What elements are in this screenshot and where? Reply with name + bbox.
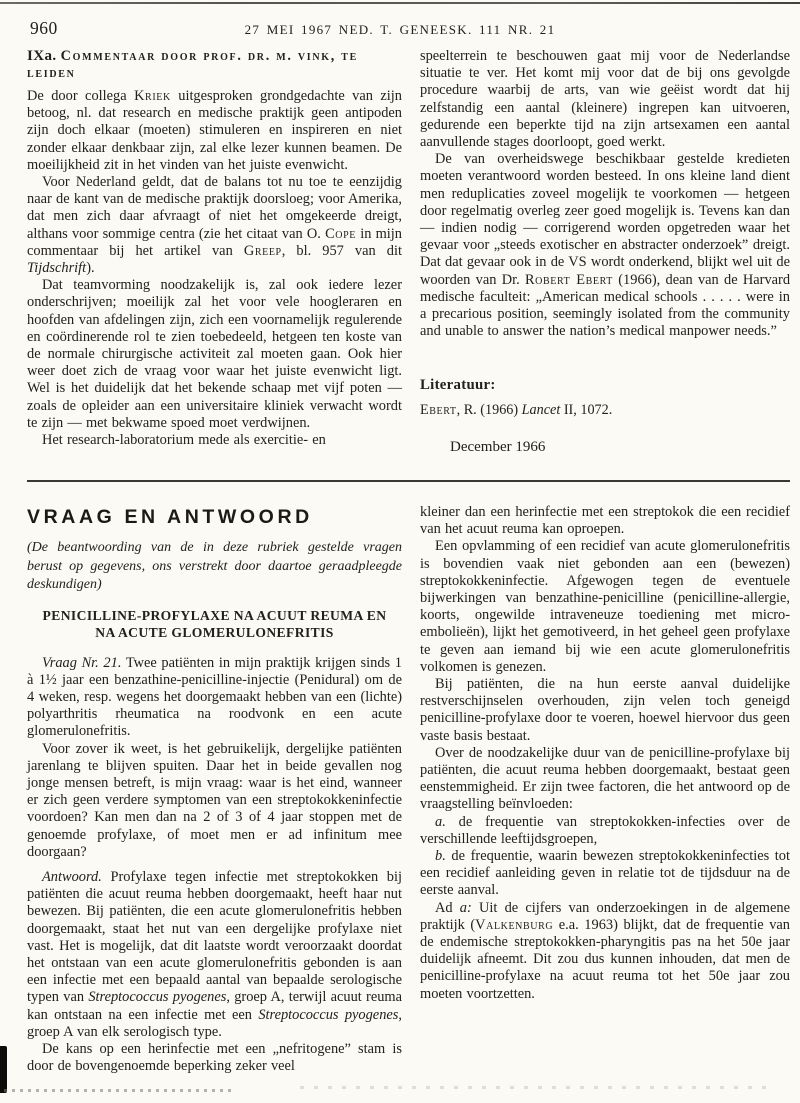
literature-entry: Ebert, R. (1966) Lancet II, 1072. bbox=[420, 402, 613, 418]
qa-answer-list-item-b: b. de frequentie, waarin bewezen streptokokkeninfecties tot een recidief aanleiding geven in relatie tot de tijdsduur na de eerste aanval. bbox=[420, 848, 790, 899]
qa-right-column bbox=[420, 504, 790, 1099]
date-line: December 1966 bbox=[450, 439, 546, 455]
qa-section-title: VRAAG EN ANTWOORD bbox=[27, 506, 313, 528]
commentary-paragraph: Voor Nederland geldt, dat de balans tot nu toe te eenzijdig naar de kant van de medische praktijk doorsloeg; voor Amerika, dat men zich daar afvraagt of niet het omgekeerde dreigt, althans voor sommige centra (zie het citaat van O. Cope in mijn commentaar bij het artikel van Greep, bl. 957 van dit Tijdschrift). bbox=[27, 174, 402, 277]
scan-artifact-smudge bbox=[4, 1089, 232, 1092]
qa-section bbox=[0, 504, 800, 1099]
qa-answer-paragraph: Over de noodzakelijke duur van de penicilline-profylaxe bij patiënten, die acuut reuma hebben doorgemaakt, bestaat geen eenstemmigheid. Er zijn twee factoren, die het antwoord op de vraagstelling beïnvloeden: bbox=[420, 744, 790, 813]
page-header bbox=[0, 16, 800, 46]
qa-answer-paragraph: Antwoord. Profylaxe tegen infectie met streptokokken bij patiënten die acuut reuma hebben doorgemaakt, heeft haar nut bewezen. Bij patiënten, die een acute glomerulonefritis hebben doorgemaakt, staat het nut van een dergelijke profylaxe niet vast. Het is mogelijk, dat dit laatste wordt veroorzaakt doordat het ontstaan van een acute glomerulonefritis gebonden is aan een infectie met een bepaald aantal van bepaalde serologische typen van Streptococcus pyogenes, groep A, terwijl acuut reuma kan ontstaan na een infectie met een Streptococcus pyogenes, groep A van elk serologisch type. bbox=[27, 868, 402, 1040]
qa-answer-paragraph: Ad a: Uit de cijfers van onderzoekingen in de algemene praktijk (Valkenburg e.a. 1963) blijkt, dat de frequentie van de endemische streptokokken-pharyngitis pas na het 50e jaar duidelijk afneemt. Dit zou dus kunnen inhouden, dat men de penicilline-profylaxe na acuut reuma tot het 50e jaar zou moeten voortzetten. bbox=[420, 899, 790, 1002]
running-head: 27 MEI 1967 NED. T. GENEESK. 111 NR. 21 bbox=[244, 22, 556, 37]
scan-artifact-corner-blob bbox=[0, 1046, 7, 1093]
qa-question-paragraph: Vraag Nr. 21. Twee patiënten in mijn praktijk krijgen sinds 1 à 1½ jaar een benzathine-penicilline-injectie (Penidural) om de 4 weken, resp. wegens het doorgemaakt hebben van een (lichte) polyarthritis rheumatica na roodvonk en een acute glomerulonefritis. bbox=[27, 654, 402, 740]
literature-heading: Literatuur: bbox=[420, 377, 496, 393]
scan-artifact-top-edge bbox=[0, 2, 800, 4]
commentary-right-column bbox=[420, 48, 790, 480]
section-divider bbox=[27, 480, 790, 482]
qa-answer-paragraph: Een opvlamming of een recidief van acute glomerulonefritis is bovendien vaak niet gebonden aan een (bewezen) streptokokkeninfectie. Afgewogen tegen de eventuele bijwerkingen van benzathine-penicilline (penicilline-allergie, koorts, ongewilde intraveneuze toediening met micro-embolieën), lijkt het gemotiveerd, in het geheel geen profylaxe te geven aan iemand bij wie een acute glomerulonefritis volkomen is genezen. bbox=[420, 538, 790, 675]
qa-question-paragraph: Voor zover ik weet, is het gebruikelijk, dergelijke patiënten jarenlang te blijven spuiten. Daar het in beide gevallen nog jonge mensen betreft, is mijn vraag: waar is het eind, wanneer er zich geen verdere symptomen van een streptokokkeninfectie voordoen? Kan men dan na 2 of 3 of 4 jaar stoppen met de genoemde profylaxe, of moet men er ad infinitum mee doorgaan? bbox=[27, 740, 402, 860]
commentary-paragraph: Het research-laboratorium mede als exercitie- en bbox=[42, 432, 326, 449]
commentary-paragraph: speelterrein te beschouwen gaat mij voor de Nederlandse situatie te ver. Het komt mij voor dat de bij ons gevolgde procedure waarbij de arts, van wie geëist wordt dat hij zelfstandig een aantal (kleinere) ingrepen kan uitvoeren, gedurende een beperkte tijd na zijn artsexamen een aantal aanvullende stages doorloopt, goed werkt. bbox=[420, 48, 790, 151]
commentary-heading: IXa. Commentaar door prof. dr. m. vink, te leiden bbox=[27, 48, 358, 81]
qa-answer-paragraph: kleiner dan een herinfectie met een streptokok die een recidief van het acuut reuma kan oproepen. bbox=[420, 504, 790, 538]
commentary-section bbox=[0, 48, 800, 480]
qa-answer-paragraph: Bij patiënten, die na hun eerste aanval duidelijke restverschijnselen overhouden, zijn velen toch geneigd penicilline-profylaxe door te voeren, hoewel hiervoor dus geen vaste basis bestaat. bbox=[420, 676, 790, 744]
qa-answer-paragraph: De kans op een herinfectie met een „nefritogene” stam is door de bovengenoemde beperking zeker veel bbox=[27, 1040, 402, 1075]
qa-left-column bbox=[27, 504, 402, 1099]
commentary-left-column bbox=[27, 48, 402, 480]
commentary-paragraph: De van overheidswege beschikbaar gestelde kredieten moeten verantwoord worden besteed. In ons kleine land dient men reduplicaties zoveel mogelijk te voorkomen — hetgeen door regelmatig overleg zeer goed mogelijk is. Tevens kan dan — indien nodig — corrigerend worden opgetreden waar het gevaar voor „steeds exotischer en abstracter onderzoek” dreigt. Dat dat gevaar ook in de VS wordt onderkend, blijkt wel uit de woorden van Dr. Robert Ebert (1966), dean van de Harvard medische faculteit: „American medical schools . . . . . were in a precarious position, seemingly isolated from the community and unable to answer the nation’s medical manpower needs.” bbox=[420, 151, 791, 340]
commentary-paragraph: De door collega Kriek uitgesproken grondgedachte van zijn betoog, nl. dat research en medische praktijk geen antipoden zijn doch elkaar (moeten) stimuleren en inspireren en niet zonder elkaar denkbaar zijn, zal elke lezer kunnen beamen. De moeilijkheid zit in het vinden van het juiste evenwicht. bbox=[27, 88, 402, 173]
page-number: 960 bbox=[30, 18, 58, 38]
qa-answer-list-item-a: a. de frequentie van streptokokken-infecties over de verschillende leeftijdsgroepen, bbox=[420, 813, 790, 847]
literature-block bbox=[420, 377, 790, 480]
qa-rubric-note: (De beantwoording van de in deze rubriek gestelde vragen berust op gegevens, ons verstrekt door daartoe geraadpleegde deskundigen) bbox=[27, 540, 402, 592]
scan-artifact-smudge bbox=[300, 1086, 770, 1089]
qa-article-title: PENICILLINE-PROFYLAXE NA ACUUT REUMA EN NA ACUTE GLOMERULONEFRITIS bbox=[42, 607, 387, 640]
commentary-paragraph: Dat teamvorming noodzakelijk is, zal ook iedere lezer onderschrijven; moeilijk zal het voor vele hoogleraren en hoofden van afdelingen zijn, zich een voornamelijk regulerende en coördinerende rol te zien toebedeeld, hetgeen ten koste van de normale chirurgische activiteit zal moeten gaan. Ook hier weer doet zich de vraag voor waar het juiste evenwicht ligt. Wel is het duidelijk dat het bekende schaap met vijf poten — zoals de opleider aan een universitaire kliniek verwacht wordt te zijn — met bekwame spoed moet verdwijnen. bbox=[27, 277, 402, 431]
